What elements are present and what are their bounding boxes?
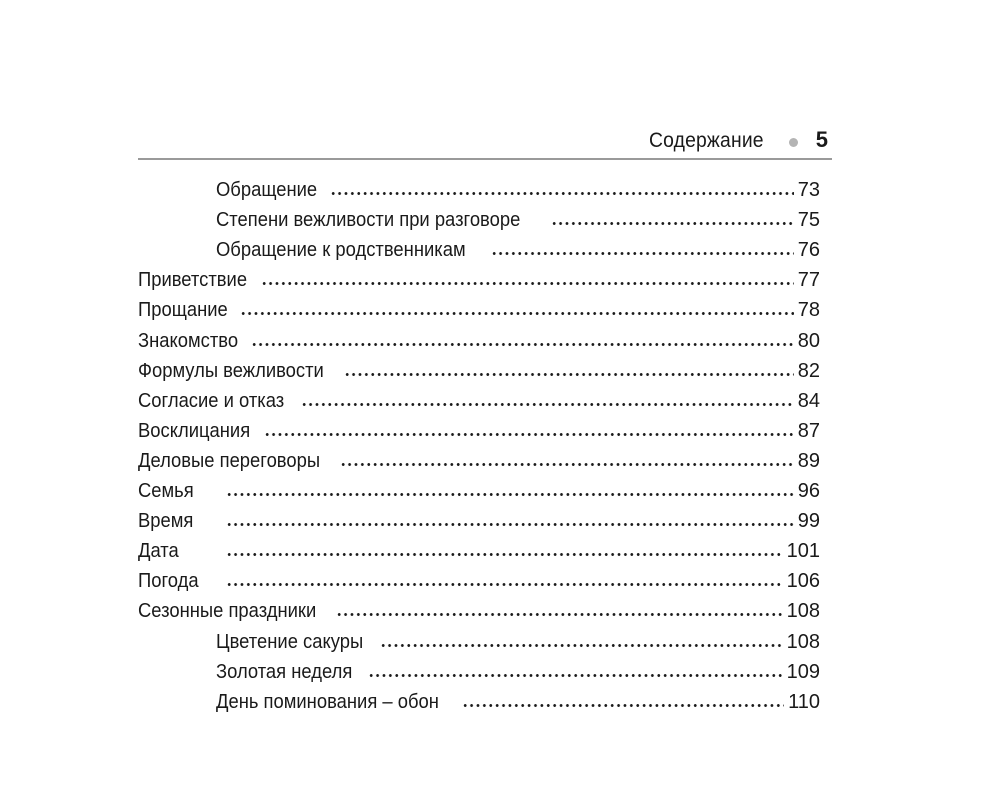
toc-entry-page: 108 <box>786 630 820 653</box>
page-number: 5 <box>815 127 828 152</box>
dot-leader <box>226 492 794 497</box>
dot-leader <box>240 311 794 316</box>
toc-entry[interactable] <box>138 503 820 533</box>
dot-leader <box>380 643 783 648</box>
toc-entry-title: Согласие и отказ <box>138 389 285 412</box>
toc-entry-title: Степени вежливости при разговоре <box>216 209 521 232</box>
dot-leader <box>264 432 794 437</box>
toc-entry-page: 73 <box>797 179 820 202</box>
toc-entry-title: Прощание <box>138 299 228 322</box>
toc-entry-title: Семья <box>138 480 194 503</box>
dot-leader <box>462 703 784 708</box>
toc-entry[interactable] <box>138 353 820 383</box>
toc-entry[interactable] <box>138 413 820 443</box>
dot-leader <box>226 522 794 527</box>
dot-leader <box>368 673 782 678</box>
section-title: Содержание <box>649 129 764 152</box>
toc-entry-page: 99 <box>797 510 820 533</box>
toc-entry[interactable] <box>138 473 820 503</box>
toc-entry[interactable] <box>138 232 820 262</box>
toc-entry-page: 80 <box>797 329 820 352</box>
dot-leader <box>261 281 794 286</box>
table-of-contents <box>138 172 820 714</box>
dot-leader <box>344 372 794 377</box>
toc-entry-page: 110 <box>788 690 820 713</box>
toc-entry[interactable] <box>138 443 820 473</box>
toc-entry-page: 108 <box>786 600 820 623</box>
toc-entry-page: 96 <box>797 480 820 503</box>
dot-leader <box>491 251 793 256</box>
dot-leader <box>551 221 794 226</box>
bullet-separator-icon <box>789 138 798 147</box>
toc-entry-title: Золотая неделя <box>216 660 353 683</box>
toc-entry-page: 109 <box>786 660 820 683</box>
toc-entry-title: День поминования – обон <box>216 690 439 713</box>
toc-entry-page: 77 <box>797 269 820 292</box>
toc-entry-title: Приветствие <box>138 269 248 292</box>
toc-entry-title: Дата <box>138 540 179 563</box>
toc-entry-page: 78 <box>797 299 820 322</box>
dot-leader <box>301 402 794 407</box>
toc-entry-page: 87 <box>797 419 820 442</box>
toc-entry[interactable] <box>138 262 820 292</box>
toc-entry-title: Сезонные праздники <box>138 600 317 623</box>
toc-entry[interactable] <box>138 172 820 202</box>
toc-entry-title: Формулы вежливости <box>138 359 324 382</box>
toc-entry[interactable] <box>138 322 820 352</box>
toc-entry[interactable] <box>138 593 820 623</box>
toc-entry-page: 76 <box>797 239 820 262</box>
toc-entry[interactable] <box>138 654 820 684</box>
toc-entry[interactable] <box>138 383 820 413</box>
toc-entry-title: Время <box>138 510 194 533</box>
toc-entry[interactable] <box>138 533 820 563</box>
dot-leader <box>340 462 794 467</box>
toc-entry[interactable] <box>138 202 820 232</box>
dot-leader <box>251 342 794 347</box>
toc-entry[interactable] <box>138 684 820 714</box>
toc-entry-page: 89 <box>797 449 820 472</box>
toc-entry-title: Обращение к родственникам <box>216 239 466 262</box>
toc-entry-title: Цветение сакуры <box>216 630 364 653</box>
toc-entry-title: Восклицания <box>138 419 251 442</box>
toc-entry-page: 75 <box>797 209 820 232</box>
dot-leader <box>330 191 794 196</box>
toc-entry-title: Знакомство <box>138 329 239 352</box>
toc-entry[interactable] <box>138 623 820 653</box>
dot-leader <box>336 612 783 617</box>
running-header <box>138 124 832 160</box>
toc-entry-page: 84 <box>797 389 820 412</box>
toc-entry[interactable] <box>138 292 820 322</box>
dot-leader <box>226 582 783 587</box>
toc-entry-page: 82 <box>797 359 820 382</box>
toc-entry-page: 106 <box>786 570 820 593</box>
toc-entry[interactable] <box>138 563 820 593</box>
dot-leader <box>226 552 783 557</box>
toc-entry-title: Обращение <box>216 179 318 202</box>
toc-entry-title: Деловые переговоры <box>138 449 321 472</box>
toc-entry-title: Погода <box>138 570 199 593</box>
toc-entry-page: 101 <box>786 540 820 563</box>
